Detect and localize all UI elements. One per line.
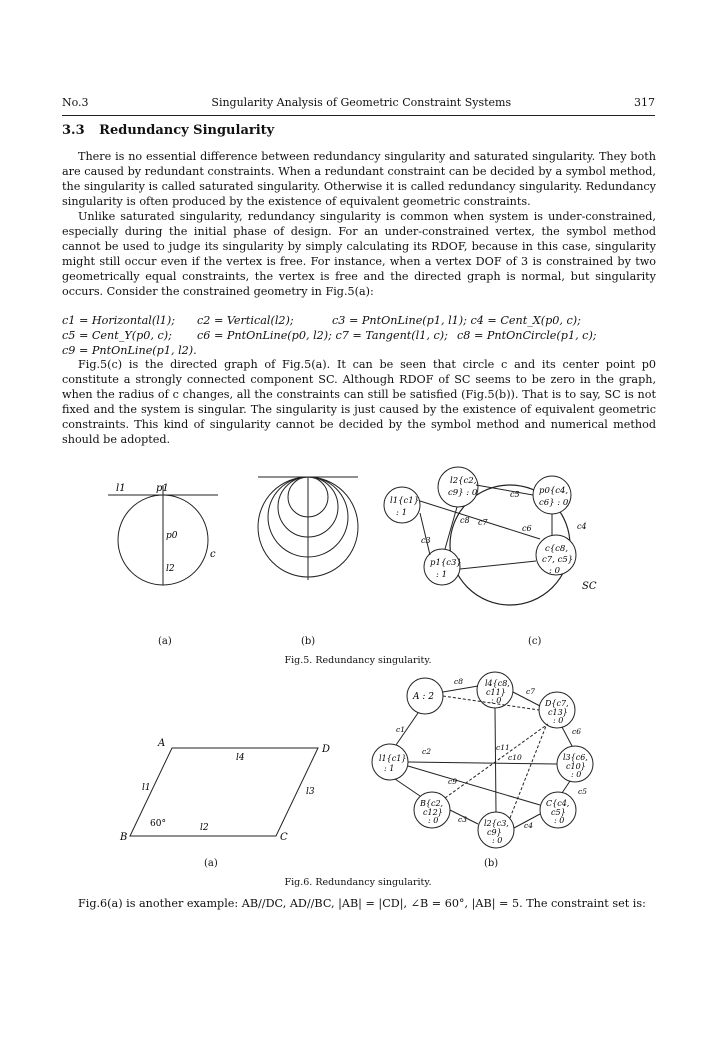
fig6-caption: Fig.6. Redundancy singularity.: [284, 877, 432, 888]
edge-label: c8: [460, 516, 470, 525]
node-label: : 1: [436, 570, 447, 580]
edge-label: c5: [510, 490, 520, 499]
issue-number: No.3: [62, 96, 89, 109]
fig6b-graph: [372, 672, 593, 848]
paragraph-1: [62, 149, 656, 209]
label-p0: p0: [166, 531, 178, 541]
node-label: : 1: [384, 764, 395, 773]
node-label: : 1: [396, 508, 407, 518]
node-label: : 0: [553, 716, 564, 725]
constraint-list: [62, 313, 662, 358]
page-number: 317: [633, 96, 655, 109]
paragraph-text: Fig.6(a) is another example: AB//DC, AD//BC, |AB| = |CD|, ∠B = 60°, |AB| = 5. The constraint set is:: [78, 897, 646, 910]
node-label: : 0: [428, 816, 439, 825]
constraint-row: [62, 313, 662, 328]
label-A: A: [158, 738, 166, 749]
label-B: B: [120, 832, 128, 843]
section-heading: [62, 123, 274, 138]
label-l4: l4: [236, 753, 245, 763]
fig5b-drawing: [258, 477, 358, 580]
node-label: : 0: [491, 696, 502, 705]
node-label: l4{c8,: [485, 679, 510, 688]
node-label: c9} : 0: [448, 488, 478, 498]
constraint-c9: c9 = PntOnLine(p1, l2).: [62, 344, 197, 357]
constraint-c3-c4: c3 = PntOnLine(p1, l1); c4 = Cent_X(p0, c);: [332, 314, 581, 327]
node-label: c{c8,: [545, 544, 569, 554]
node-label: D{c7,: [545, 699, 569, 708]
header-rule: [62, 115, 655, 116]
edge-label: c4: [524, 821, 533, 830]
constraint-c1: c1 = Horizontal(l1);: [62, 314, 176, 327]
node-label: : 0: [554, 816, 565, 825]
node-label: p0{c4,: [539, 486, 569, 496]
edge-label: c9: [448, 777, 457, 786]
node-label: c11}: [486, 688, 506, 697]
edge-label: c6: [572, 727, 581, 736]
edge-label: c3: [421, 536, 431, 545]
node-label: C{c4,: [546, 799, 570, 808]
node-label: l1{c1}: [390, 496, 420, 506]
node-label: B{c2,: [420, 799, 444, 808]
node-label: : 0: [492, 836, 503, 845]
node-label: : 0: [549, 566, 560, 576]
fig5a-drawing: [108, 483, 218, 585]
figure-5: [90, 465, 630, 625]
label-l2: l2: [166, 564, 175, 574]
fig5-sublabel-a: (a): [158, 636, 172, 647]
edge-label: c4: [577, 522, 587, 531]
node-label: c7, c5}: [542, 555, 574, 565]
paragraph-text: There is no essential difference between redundancy singularity and saturated singularity. They both are caused by redundant constraints. When a redundant constraint can be decided by a symbol method, the singularity is called saturated singularity. Otherwise it is called redundancy singularity. Redundancy singularity is often produced by the existence of equivalent geometric constraints.: [62, 150, 656, 208]
fig5-sublabel-c: (c): [528, 636, 542, 647]
edge-label: c5: [578, 787, 587, 796]
node-label: A : 2: [413, 692, 434, 702]
constraint-c6-c7: c6 = PntOnLine(p0, l2); c7 = Tangent(l1, c);: [197, 329, 448, 342]
label-angle: 60°: [150, 819, 166, 829]
edge-label: c3: [458, 815, 467, 824]
fig6-sublabel-a: (a): [204, 858, 218, 869]
paragraph-text: Unlike saturated singularity, redundancy singularity is common when system is under-constrained, especially during the initial phase of design. For an under-constrained vertex, the symbol method cannot be used to judge its singularity by simply calculating its RDOF, because in this case, singularity might still occur even if the vertex is free. For instance, when a vertex DOF of 3 is constrained by two geometrically equal constraints, the vertex is free and the directed graph is normal, but singularity occurs. Consider the constrained geometry in Fig.5(a):: [62, 210, 656, 298]
node-label: l3{c6,: [563, 753, 588, 762]
label-p1: p1: [156, 483, 169, 494]
node-label: c9}: [487, 828, 502, 837]
node-label: c13}: [548, 708, 568, 717]
fig6a-drawing: [119, 738, 330, 843]
paragraph-text: Fig.5(c) is the directed graph of Fig.5(a). It can be seen that circle c and its center point p0 constitute a strongly connected component SC. Although RDOF of SC seems to be zero in the graph, when the radius of c changes, all the constraints can still be satisfied (Fig.5(b)). That is to say, SC is not fixed and the system is singular. The singularity is just caused by the existence of equivalent geometric constraints. This kind of singularity cannot be decided by the symbol method and numerical method should be adopted.: [62, 358, 656, 446]
edge-label: c11: [496, 743, 510, 752]
paragraph-4: [62, 896, 656, 911]
edge-label: c7: [526, 687, 535, 696]
fig6-sublabel-b: (b): [484, 858, 499, 869]
node-label: p1{c3}: [430, 558, 462, 568]
edge-label: c7: [478, 518, 488, 527]
label-l1: l1: [142, 783, 151, 793]
node-label: c6} : 0: [539, 498, 569, 508]
constraint-row: [62, 343, 662, 358]
paragraph-3: [62, 357, 656, 447]
section-number: 3.3: [62, 123, 85, 138]
label-c: c: [210, 549, 216, 560]
constraint-c8: c8 = PntOnCircle(p1, c);: [457, 329, 597, 342]
label-l2: l2: [200, 823, 209, 833]
node-l2: [438, 467, 478, 507]
label-C: C: [280, 832, 288, 843]
running-title: Singularity Analysis of Geometric Constraint Systems: [211, 96, 512, 109]
fig5-sublabel-b: (b): [301, 636, 316, 647]
label-l1: l1: [116, 483, 126, 494]
node-label: c5}: [551, 808, 566, 817]
section-title: Redundancy Singularity: [99, 123, 275, 138]
paragraph-2: [62, 209, 656, 299]
sc-label: SC: [582, 581, 597, 592]
edge-label: c10: [508, 753, 522, 762]
edge-label: c2: [422, 747, 431, 756]
constraint-c2: c2 = Vertical(l2);: [197, 314, 294, 327]
edge-label: c6: [522, 524, 532, 533]
edge-label: c8: [454, 677, 463, 686]
node-label: c12}: [423, 808, 443, 817]
running-header: [62, 96, 655, 114]
figure-6: [100, 670, 620, 855]
constraint-row: [62, 328, 662, 343]
label-D: D: [322, 744, 331, 755]
node-label: l1{c1}: [379, 754, 407, 763]
edge-label: c1: [396, 725, 405, 734]
node-label: l2{c3,: [484, 819, 509, 828]
node-label: : 0: [571, 770, 582, 779]
fig5c-graph: [384, 467, 597, 605]
node-label: c10}: [566, 762, 586, 771]
node-label: l2{c2,: [450, 476, 477, 486]
constraint-c5: c5 = Cent_Y(p0, c);: [62, 329, 172, 342]
fig5-caption: Fig.5. Redundancy singularity.: [284, 655, 432, 666]
label-l3: l3: [306, 787, 315, 797]
